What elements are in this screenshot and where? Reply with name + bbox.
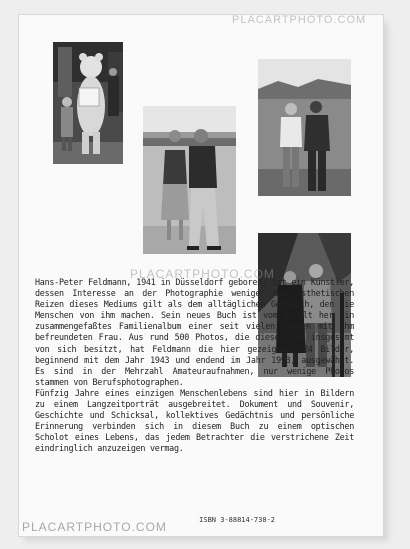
photo-couple-landscape <box>258 59 351 196</box>
watermark-middle: PLACARTPHOTO.COM <box>130 267 275 281</box>
isbn-number: ISBN 3-88814-738-2 <box>199 516 275 524</box>
photo-couple-pier <box>143 106 236 254</box>
body-paragraph-2: Fünfzig Jahre eines einzigen Menschenlebens sind hier in Bildern zu einem Langzeitporträt ausgebreitet. Dokument und Souvenir, Geschichte und Schicksal, kollektives Gedächtnis und persönliche Erinnerung verbinden sich in diesem Buch zu einem optischen Scholot eines Lebens, das jedem Betrachter die verstrichene Zeit eindringlich anzuzeigen vermag. <box>35 387 354 454</box>
watermark-top: PLACARTPHOTO.COM <box>232 14 367 26</box>
watermark-bottom: PLACARTPHOTO.COM <box>22 520 167 534</box>
photo-bear-mascot <box>53 42 123 164</box>
body-paragraph-1: Hans-Peter Feldmann, 1941 in Düsseldorf geboren, ist ein Künstler, dessen Interesse an der Photographie weniger den ästhetischen Reizen dieses Mediums gilt als dem alltäglichen Gebrauch, den die Menschen von ihm machen. Sein neues Buch ist vom Inhalt her ein zusammengefaßtes Familienalbum einer seit vielen Jahren mit ihm befreundeten Frau. Aus rund 500 Photos, die diese Frau insgesamt von sich besitzt, hat Feldmann die hier gezeigten 324 Bilder, beginnend mit dem Jahr 1943 und endend im Jahr 1993, ausgewählt. Es sind in der Mehrzahl Amateuraufnahmen, nur wenige Photos stammen von Berufsphotographen. <box>35 277 354 387</box>
cover-body-text <box>35 277 354 455</box>
